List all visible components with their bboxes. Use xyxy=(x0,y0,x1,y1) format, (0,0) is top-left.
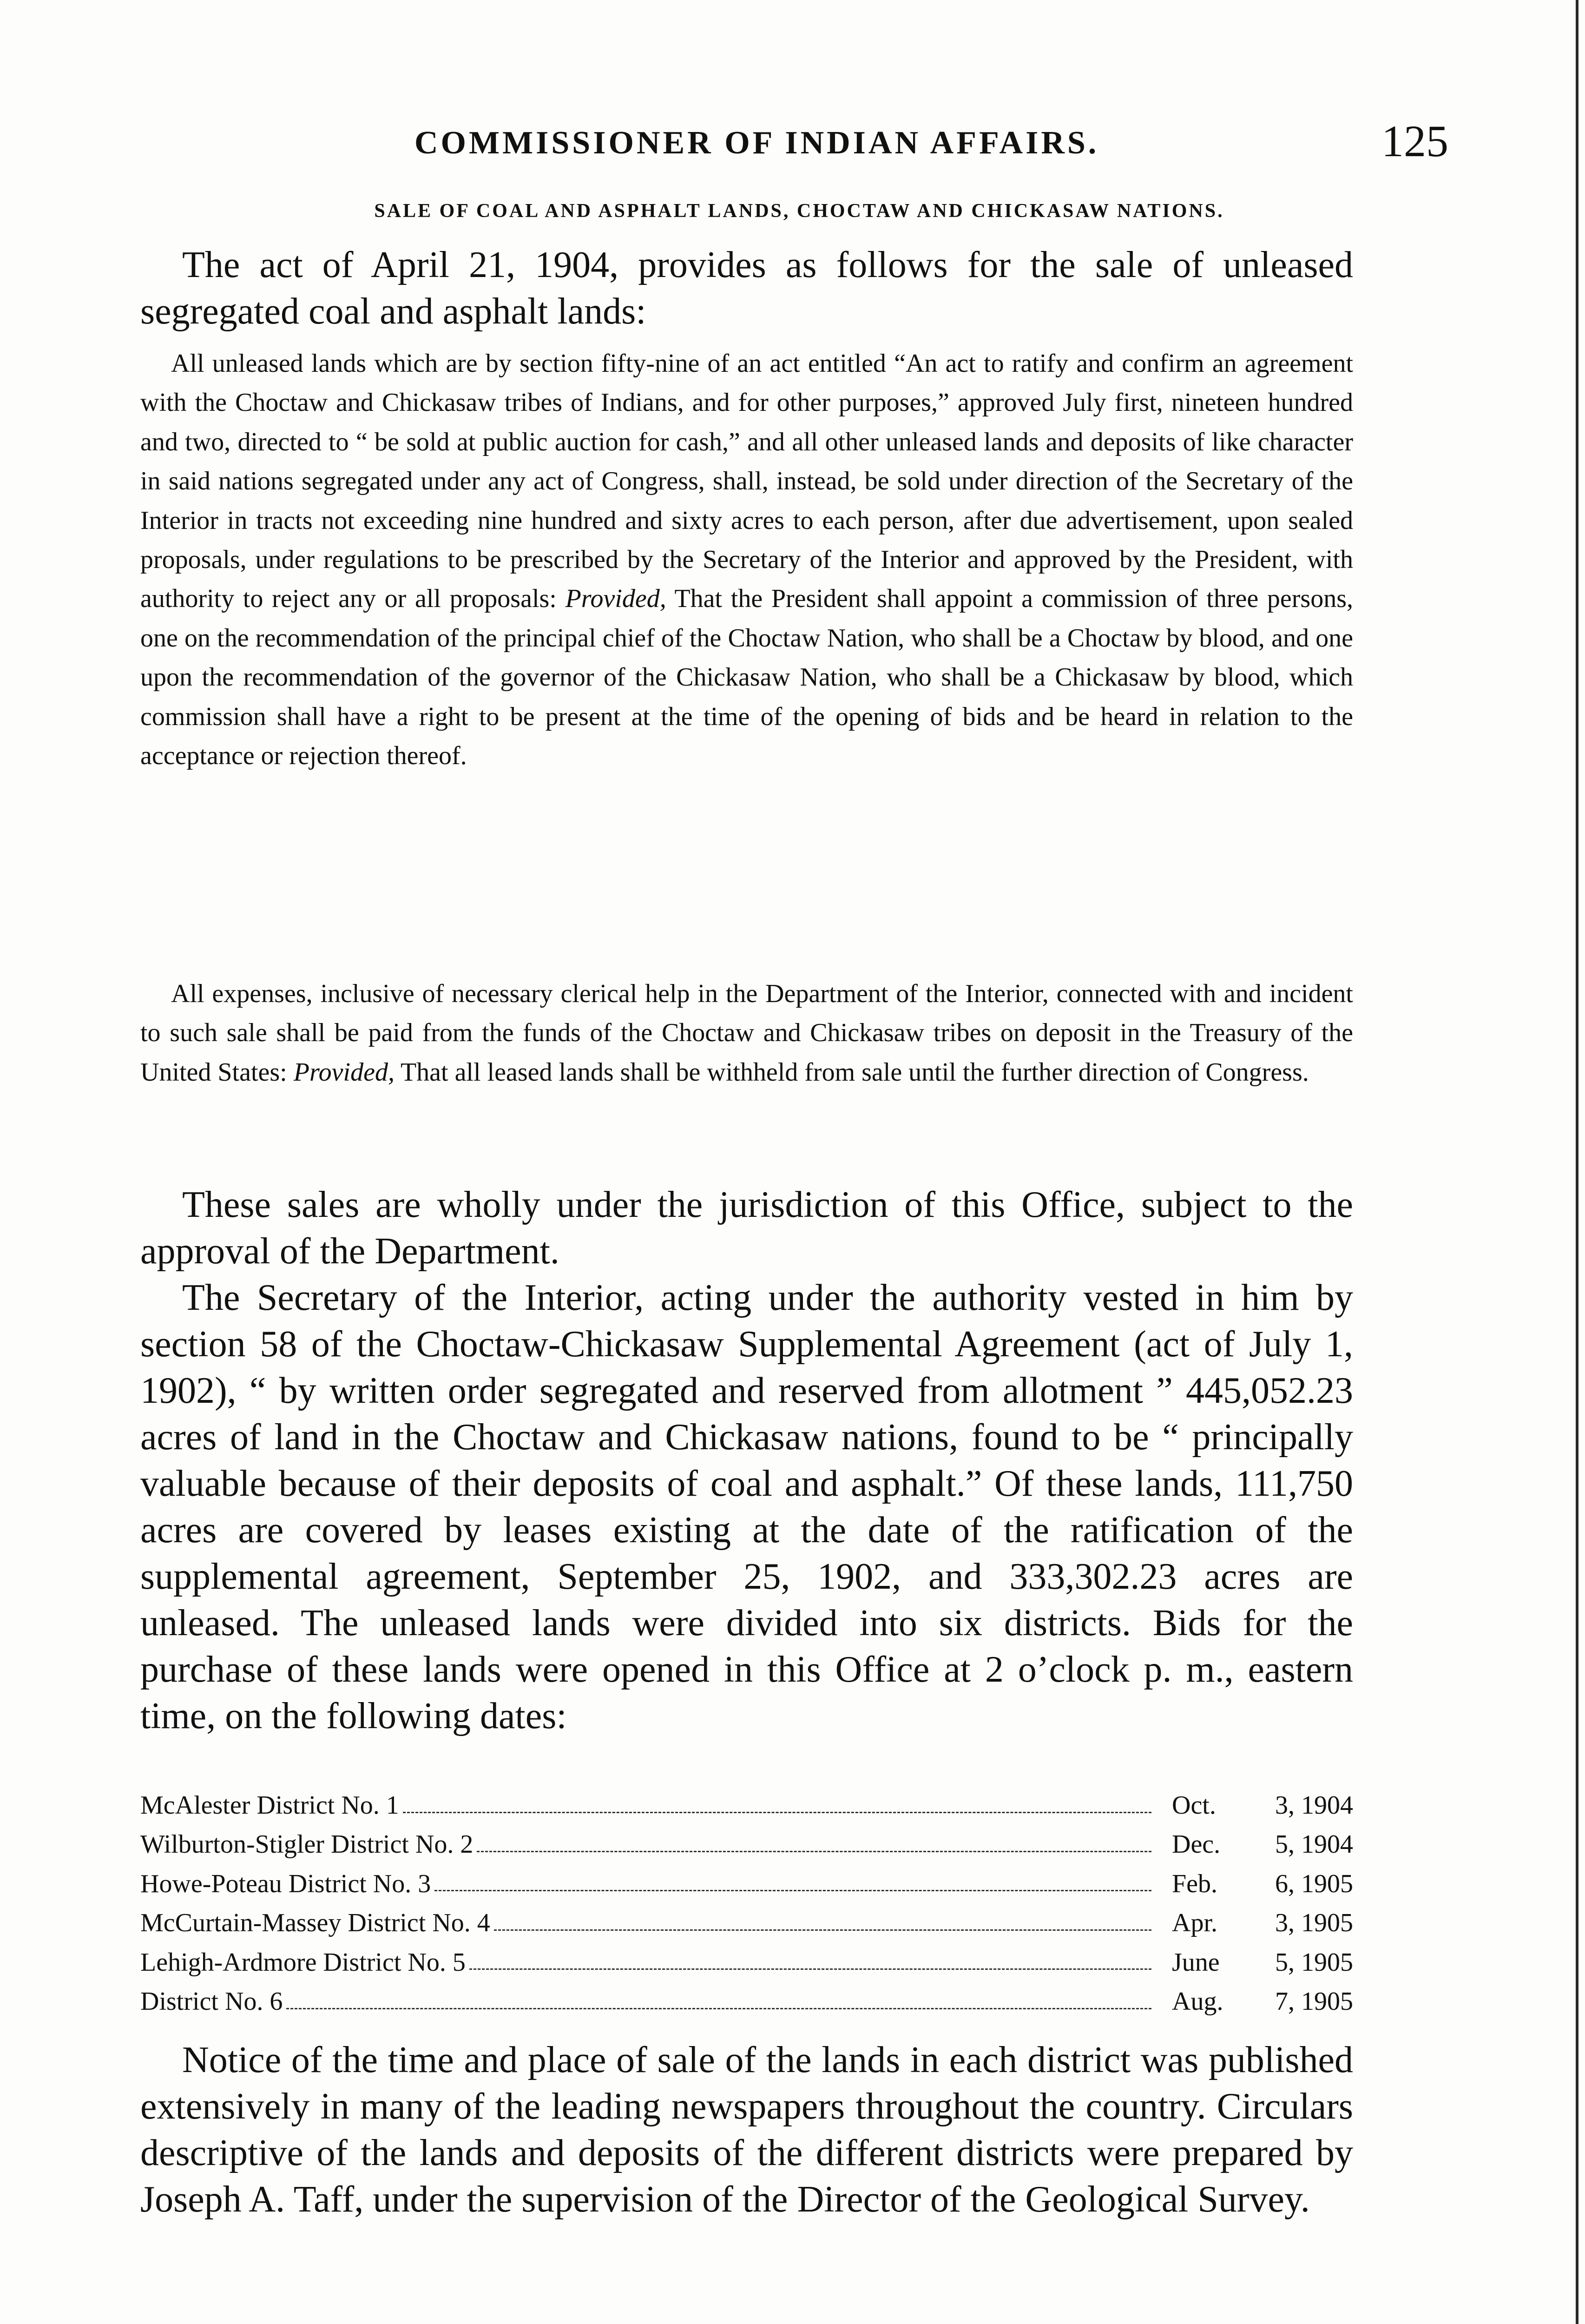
table-row xyxy=(140,1790,1353,1829)
district-name: McCurtain-Massey District No. 4 xyxy=(140,1908,490,1938)
date-day-year: 7, 1905 xyxy=(1275,1987,1353,2016)
page-number: 125 xyxy=(1381,116,1448,166)
table-row xyxy=(140,1869,1353,1908)
secretary-paragraph xyxy=(140,1274,1353,1739)
district-date xyxy=(1163,1948,1353,1977)
table-row xyxy=(140,1829,1353,1868)
section-title: SALE OF COAL AND ASPHALT LANDS, CHOCTAW AND CHICKASAW NATIONS. xyxy=(374,200,1224,222)
quote1-text-a: All unleased lands which are by section fifty-nine of an act entitled “An act to ratify and confirm an agreement with the Choctaw and Chickasaw tribes of Indians, and for other purposes,” approved July first, nineteen hundred and two, directed to “ be sold at public auction for cash,” and all other unleased lands and deposits of like character in said nations segregated under any act of Congress, shall, instead, be sold under direction of the Secretary of the Interior in tracts not exceeding nine hundred and sixty acres to each person, after due advertisement, upon sealed proposals, under regulations to be prescribed by the Secretary of the Interior and approved by the President, with authority to reject any or all proposals: xyxy=(140,349,1353,614)
dot-leader xyxy=(403,1807,1151,1813)
date-day-year: 3, 1905 xyxy=(1275,1908,1353,1938)
district-date xyxy=(1163,1869,1353,1899)
date-day-year: 6, 1905 xyxy=(1275,1869,1353,1898)
date-day-year: 5, 1905 xyxy=(1275,1948,1353,1977)
jurisdiction-text: These sales are wholly under the jurisdiction of this Office, subject to the approval of the Department. xyxy=(140,1184,1353,1272)
intro-text: The act of April 21, 1904, provides as follows for the sale of unleased segregated coal and asphalt lands: xyxy=(140,244,1353,332)
notice-paragraph xyxy=(140,2037,1353,2223)
date-month: Dec. xyxy=(1172,1830,1221,1859)
district-name: Wilburton-Stigler District No. 2 xyxy=(140,1830,474,1859)
quoted-statute-paragraph-2 xyxy=(140,974,1353,1092)
date-month: Oct. xyxy=(1172,1791,1216,1820)
table-row xyxy=(140,1908,1353,1947)
date-day-year: 3, 1904 xyxy=(1275,1791,1353,1820)
district-name: Lehigh-Ardmore District No. 5 xyxy=(140,1948,466,1977)
dot-leader xyxy=(469,1964,1151,1970)
jurisdiction-paragraph xyxy=(140,1182,1353,1274)
quote2-text-a: All expenses, inclusive of necessary clerical help in the Department of the Interior, connected with and incident to such sale shall be paid from the funds of the Choctaw and Chickasaw tribes on deposit in the Treasury of the United States: xyxy=(140,979,1353,1087)
quote1-provided: Provided, xyxy=(565,584,666,614)
intro-paragraph xyxy=(140,242,1353,335)
dot-leader xyxy=(286,2003,1151,2009)
table-row xyxy=(140,1948,1353,1987)
district-date xyxy=(1163,1829,1353,1859)
date-month: Aug. xyxy=(1172,1987,1223,2016)
dot-leader xyxy=(434,1885,1151,1891)
quote2-text-b: That all leased lands shall be withheld from sale until the further direction of Congress. xyxy=(400,1057,1309,1087)
district-date xyxy=(1163,1908,1353,1938)
quote1-text-b: That the President shall appoint a commission of three persons, one on the recommendation of the principal chief of the Choctaw Nation, who shall be a Choctaw by blood, and one upon the recommendation of the governor of the Chickasaw Nation, who shall be a Chickasaw by blood, which commission shall have a right to be present at the time of the opening of bids and be heard in relation to the acceptance or rejection thereof. xyxy=(140,584,1353,771)
quote2-provided: Provided, xyxy=(293,1057,395,1087)
notice-text: Notice of the time and place of sale of the lands in each district was published extensively in many of the leading newspapers throughout the country. Circulars descriptive of the lands and deposits of the different districts were prepared by Joseph A. Taff, under the supervision of the Director of the Geological Survey. xyxy=(140,2040,1353,2220)
running-head: COMMISSIONER OF INDIAN AFFAIRS. xyxy=(414,125,1099,161)
date-month: June xyxy=(1172,1948,1220,1977)
dot-leader xyxy=(477,1846,1151,1852)
district-name: McAlester District No. 1 xyxy=(140,1791,399,1820)
dot-leader xyxy=(494,1925,1151,1931)
district-name: District No. 6 xyxy=(140,1987,283,2016)
table-row xyxy=(140,1987,1353,2026)
district-dates-table xyxy=(140,1790,1353,2026)
date-day-year: 5, 1904 xyxy=(1275,1830,1353,1859)
district-date xyxy=(1163,1790,1353,1820)
quoted-statute-paragraph-1 xyxy=(140,344,1353,775)
page-edge xyxy=(1576,0,1578,2324)
district-date xyxy=(1163,1987,1353,2016)
district-name: Howe-Poteau District No. 3 xyxy=(140,1869,431,1898)
date-month: Apr. xyxy=(1172,1908,1217,1938)
secretary-text: The Secretary of the Interior, acting under the authority vested in him by section 58 of the Choctaw-Chickasaw Supplemental Agreement (act of July 1, 1902), “ by written order segregated and reserved from allotment ” 445,052.23 acres of land in the Choctaw and Chickasaw nations, found to be “ principally valuable because of their deposits of coal and asphalt.” Of these lands, 111,750 acres are covered by leases existing at the date of the ratification of the supplemental agreement, September 25, 1902, and 333,302.23 acres are unleased. The unleased lands were divided into six districts. Bids for the purchase of these lands were opened in this Office at 2 o’clock p. m., eastern time, on the following dates: xyxy=(140,1277,1353,1736)
date-month: Feb. xyxy=(1172,1869,1217,1898)
